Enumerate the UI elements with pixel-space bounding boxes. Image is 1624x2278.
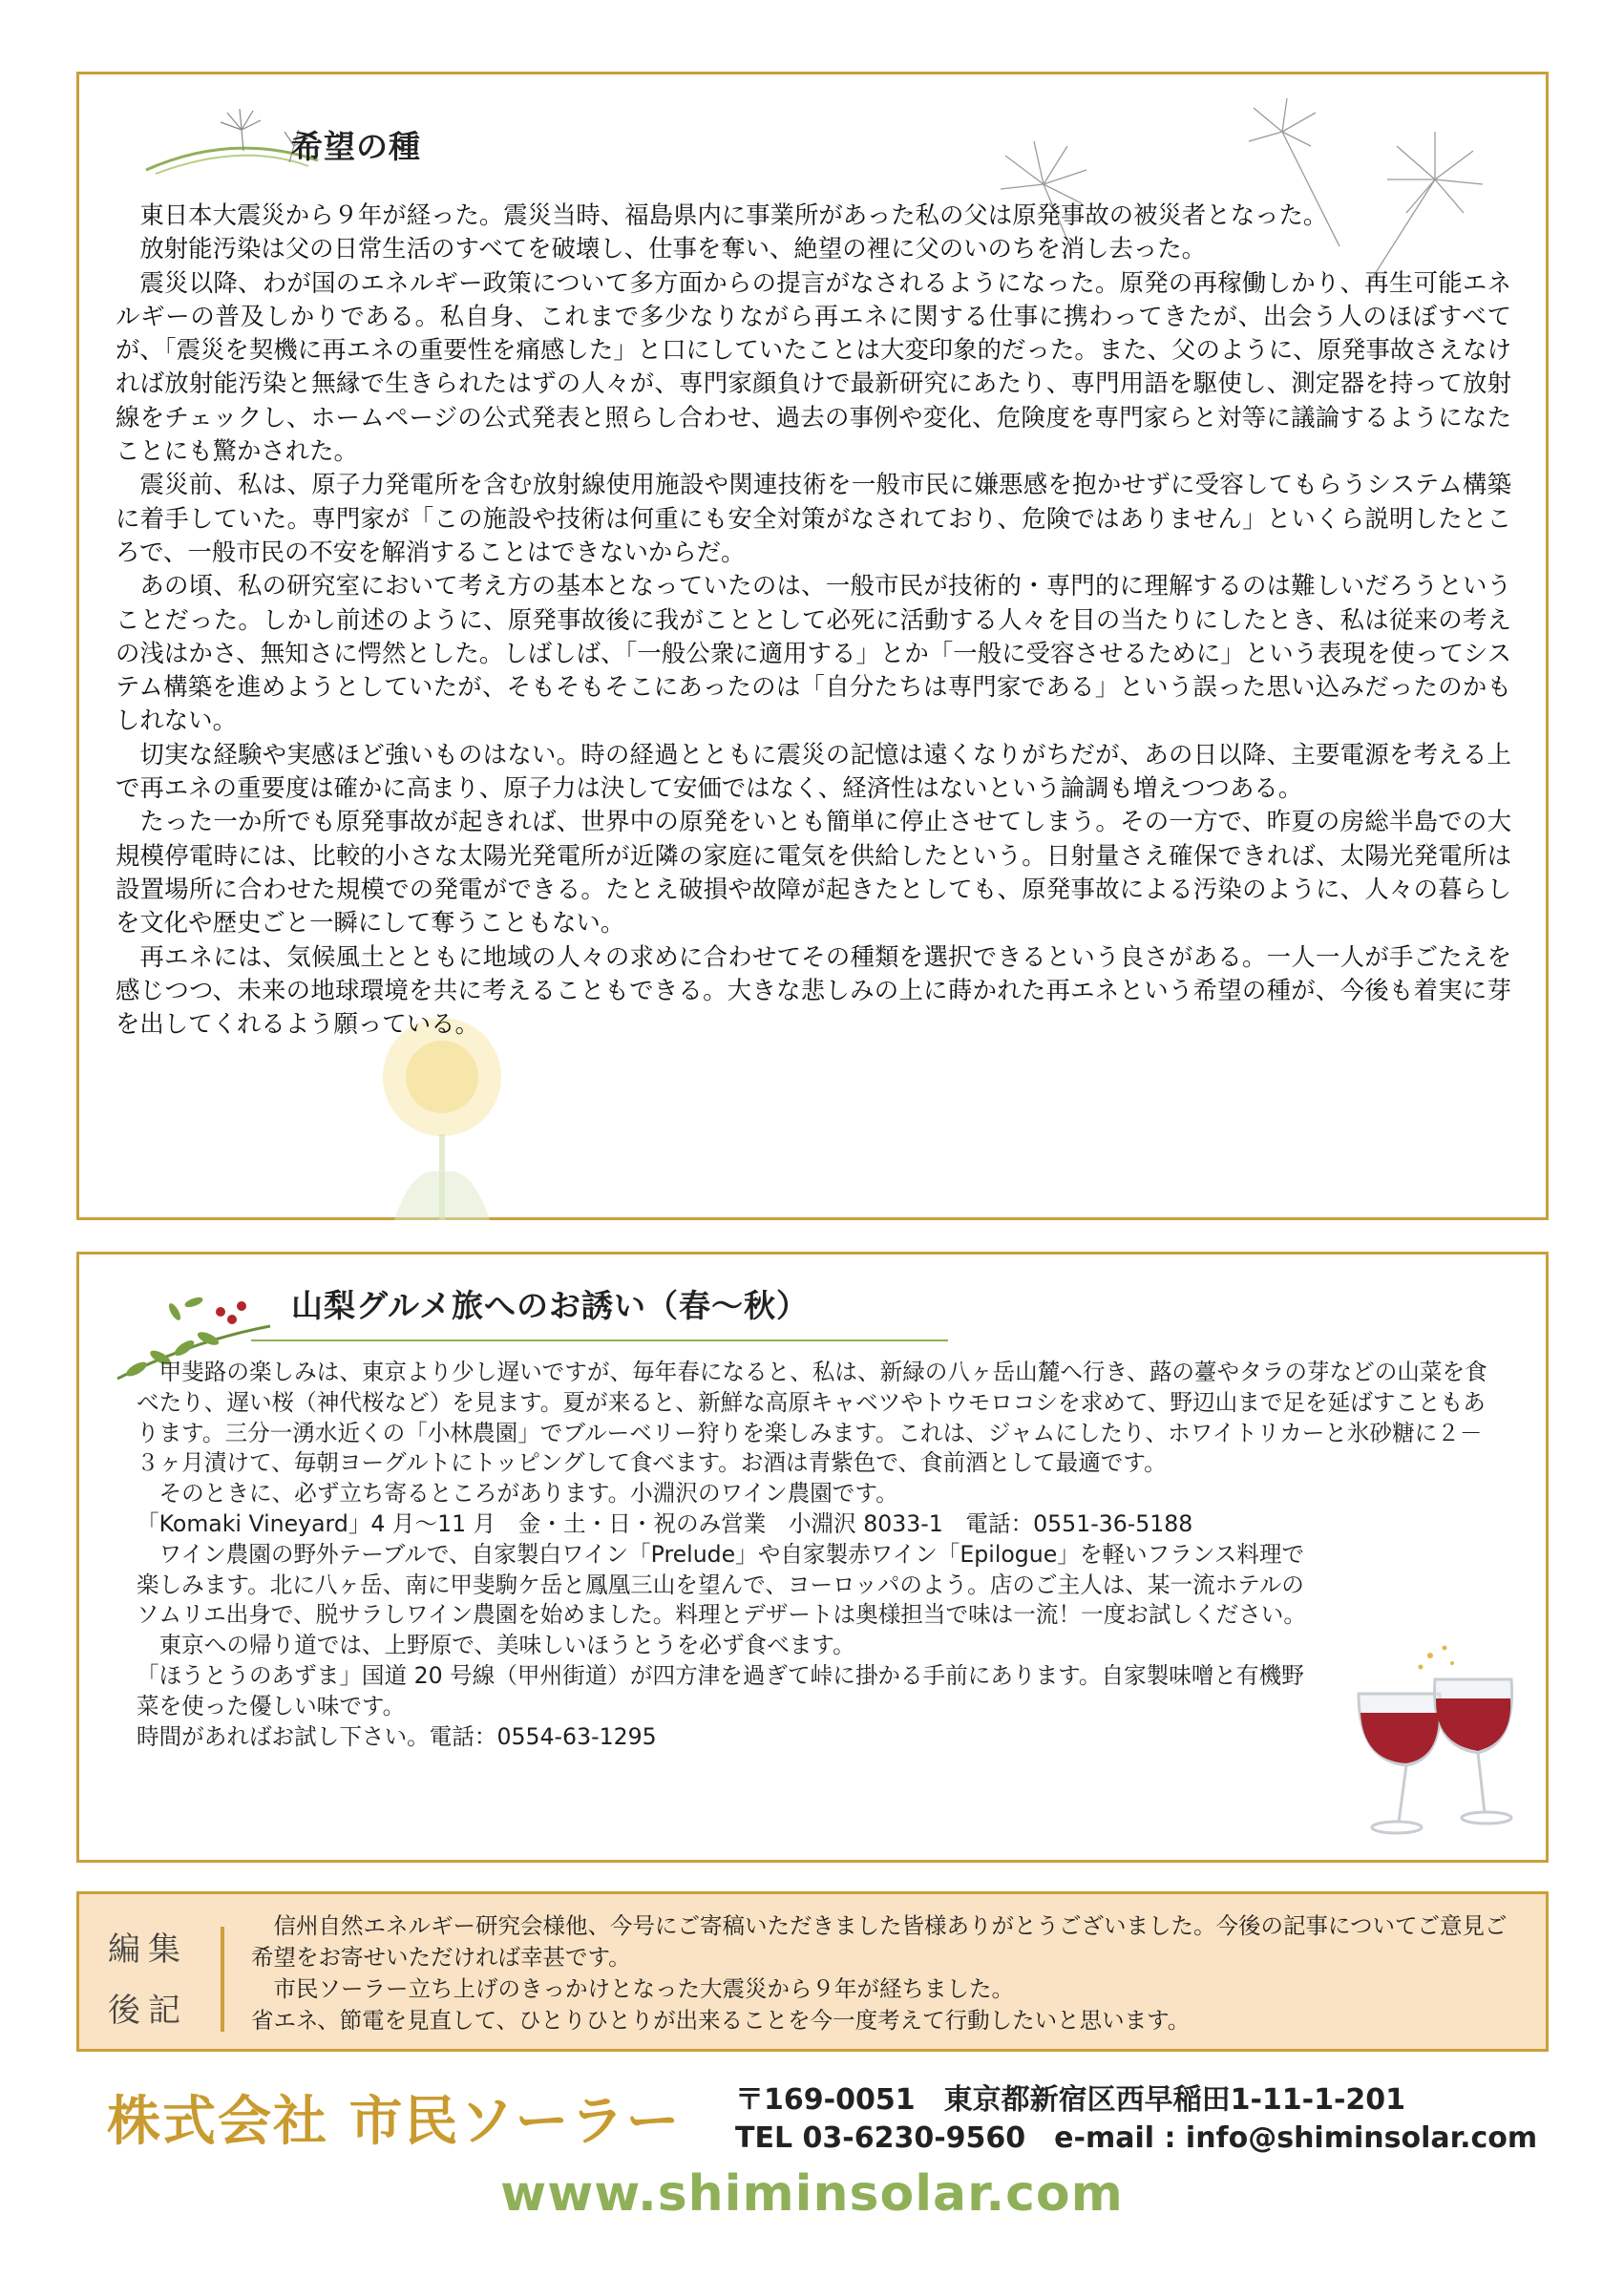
closing-line: 時間があればお試し下さい。電話：0554-63-1295 (137, 1722, 657, 1750)
paragraph: 震災前、私は、原子力発電所を含む放射線使用施設や関連技術を一般市民に嫌悪感を抱かせずに受容してもらうシステム構築に着手していた。専門家が「この施設や技術は何重にも安全対策がなされており、危険ではありません」といくら説明したところで、一般市民の不安を解消することはできないからだ。 (116, 470, 1511, 566)
paragraph: 市民ソーラー立ち上げのきっかけとなった大震災から９年が経ちました。 (273, 1975, 1014, 2002)
editorial-body (251, 1910, 1511, 2036)
editorial-label: 編集 後記 (108, 1930, 188, 2030)
article-kibou-no-tane (76, 72, 1549, 1220)
vineyard-info: 「Komaki Vineyard」4 月～11 月 金・土・日・祝のみ営業 小淵沢 8033-1 電話：0551-36-5188 (137, 1509, 1193, 1537)
paragraph: 切実な経験や実感ほど強いものはない。時の経過とともに震災の記憶は遠くなりがちだが、あの日以降、主要電源を考える上で再エネの重要度は確かに高まり、原子力は決して安価ではなく、経済性はないという論調も増えつつある。 (116, 739, 1511, 803)
wine-glasses-icon (1339, 1636, 1530, 1846)
paragraph: ワイン農園の野外テーブルで、自家製白ワイン「Prelude」や自家製赤ワイン「Epilogue」を軽いフランス料理で楽しみます。北に八ヶ岳、南に甲斐駒ケ岳と鳳凰三山を望んで、ヨーロッパのよう。店のご主人は、某一流ホテルのソムリエ出身で、脱サラしワイン農園を始めました。料理とデザートは奥様担当で味は一流！一度お試しください。 (137, 1540, 1306, 1629)
paragraph: 震災以降、わが国のエネルギー政策について多方面からの提言がなされるようになった。原発の再稼働しかり、再生可能エネルギーの普及しかりである。私自身、これまで多少なりながら再エネに関する仕事に携わってきたが、出会う人のほぼすべてが、「震災を契機に再エネの重要性を痛感した」と口にしていたことは大変印象的だった。また、父のように、原発事故さえなければ放射能汚染と無縁で生きられたはずの人々が、専門家顔負けで最新研究にあたり、専門用語を駆使し、測定器を持って放射線をチェックし、ホームページの公式発表と照らし合わせ、過去の事例や変化、危険度を専門家らと対等に議論するようになたことにも驚かされた。 (116, 267, 1511, 466)
article-title: 山梨グルメ旅へのお誘い（春～秋） (291, 1287, 810, 1324)
editorial-divider (221, 1927, 224, 2032)
postal-address: 〒169-0051 東京都新宿区西早稲田1-11-1-201 (735, 2083, 1406, 2117)
paragraph: 東京への帰り道では、上野原で、美味しいほうとうを必ず食べます。 (158, 1632, 855, 1659)
article-body (116, 199, 1511, 1041)
article-title: 希望の種 (291, 128, 421, 165)
company-address (735, 2081, 1537, 2158)
editorial-note (76, 1891, 1549, 2052)
paragraph: 再エネには、気候風土とともに地域の人々の求めに合わせてその種類を選択できるという良さがある。一人一人が手ごたえを感じつつ、未来の地球環境を共に考えることもできる。大きな悲しみの上に蒔かれた再エネという希望の種が、今後も着実に芽を出してくれるよう願っている。 (116, 941, 1511, 1039)
article-yamanashi-gourmet (76, 1252, 1549, 1863)
contact-info: TEL 03-6230-9560 e-mail : info@shiminsolar.com (735, 2121, 1538, 2155)
company-name: 株式会社 市民ソーラー (107, 2091, 682, 2153)
paragraph: たった一か所でも原発事故が起きれば、世界中の原発をいとも簡単に停止させてしまう。その一方で、昨夏の房総半島での大規模停電時には、比較的小さな太陽光発電所が近隣の家庭に電気を供給したという。日射量さえ確保できれば、太陽光発電所は設置場所に合わせた規模での発電ができる。たとえ破損や故障が起きたとしても、原発事故による汚染のように、人々の暮らしを文化や歴史ごと一瞬にして奪うこともない。 (116, 807, 1511, 938)
website-url[interactable]: www.shiminsolar.com (500, 2165, 1124, 2223)
article-body (137, 1358, 1497, 1752)
paragraph: 東日本大震災から９年が経った。震災当時、福島県内に事業所があった私の父は原発事故の被災者となった。 (139, 200, 1328, 229)
paragraph: 甲斐路の楽しみは、東京より少し遅いですが、毎年春になると、私は、新緑の八ヶ岳山麓へ行き、蕗の薹やタラの芽などの山菜を食べたり、遅い桜（神代桜など）を見ます。夏が来ると、新鮮な高原キャベツやトウモロコシを求めて、野辺山まで足を延ばすこともあります。三分一湧水近くの「小林農園」でブルーベリー狩りを楽しみます。これは、ジャムにしたり、ホワイトリカーと氷砂糖に２－３ヶ月漬けて、毎朝ヨーグルトにトッピングして食べます。お酒は青紫色で、食前酒として最適です。 (137, 1359, 1487, 1477)
paragraph: あの頃、私の研究室において考え方の基本となっていたのは、一般市民が技術的・専門的に理解するのは難しいだろうということだった。しかし前述のように、原発事故後に我がこととして必死に活動する人々を目の当たりにしたとき、私は従来の考えの浅はかさ、無知さに愕然とした。しばしば、「一般公衆に適用する」とか「一般に受容させるために」という表現を使ってシステム構築を進めようとしていたが、そもそもそこにあったのは「自分たちは専門家である」という誤った思い込みだったのかもしれない。 (116, 571, 1511, 735)
paragraph: 省エネ、節電を見直して、ひとりひとりが出来ることを今一度考えて行動したいと思います。 (251, 2007, 1191, 2034)
paragraph: 放射能汚染は父の日常生活のすべてを破壊し、仕事を奪い、絶望の裡に父のいのちを消し去った。 (139, 234, 1207, 264)
paragraph: そのときに、必ず立ち寄るところがあります。小淵沢のワイン農園です。 (158, 1480, 898, 1508)
houtou-info: 「ほうとうのあずま」国道 20 号線（甲州街道）が四方津を過ぎて峠に掛かる手前にあります。自家製味噌と有機野菜を使った優しい味です。 (137, 1661, 1304, 1719)
paragraph: 信州自然エネルギー研究会様他、今号にご寄稿いただきました皆様ありがとうございました。今後の記事についてご意見ご希望をお寄せいただければ幸甚です。 (251, 1912, 1508, 1971)
